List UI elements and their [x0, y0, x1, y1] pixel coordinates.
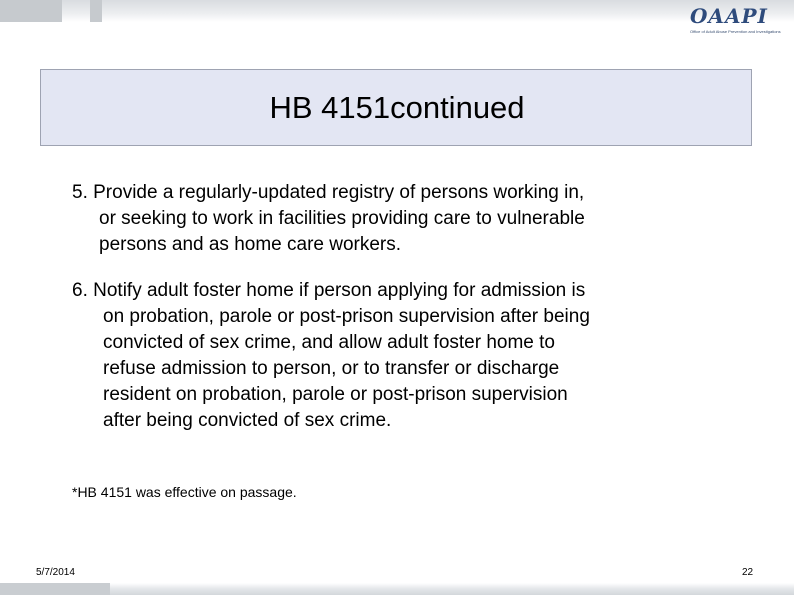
list-item-6-line: after being convicted of sex crime.: [103, 410, 392, 431]
list-item-5: [72, 180, 585, 258]
logo-text: OAAPI: [690, 4, 768, 28]
list-item-6: [72, 278, 590, 434]
list-item-5-line: or seeking to work in facilities providing care to vulnerable: [99, 208, 585, 229]
top-band-stripe: [0, 0, 62, 22]
list-item-6-line: 6. Notify adult foster home if person applying for admission is: [72, 280, 586, 301]
logo-subtitle: Office of Adult Abuse Prevention and Investigations: [690, 29, 781, 34]
list-item-6-line: resident on probation, parole or post-prison supervision: [103, 384, 568, 405]
bottom-decorative-band: [0, 583, 794, 595]
top-decorative-band: [0, 0, 794, 22]
list-item-5-line: 5. Provide a regularly-updated registry of persons working in,: [72, 182, 585, 203]
page-number: 22: [742, 567, 754, 578]
list-item-5-line: persons and as home care workers.: [99, 234, 402, 255]
top-band-stripe: [90, 0, 102, 22]
footnote: *HB 4151 was effective on passage.: [72, 484, 297, 500]
list-item-6-line: refuse admission to person, or to transfer or discharge: [103, 358, 560, 379]
bottom-band-stripe: [0, 583, 110, 595]
list-item-6-line: on probation, parole or post-prison supervision after being: [103, 306, 590, 327]
slide-title: HB 4151continued: [269, 90, 525, 125]
list-item-6-line: convicted of sex crime, and allow adult foster home to: [103, 332, 556, 353]
footer-date: 5/7/2014: [36, 567, 75, 578]
oaapi-logo: [688, 4, 788, 40]
